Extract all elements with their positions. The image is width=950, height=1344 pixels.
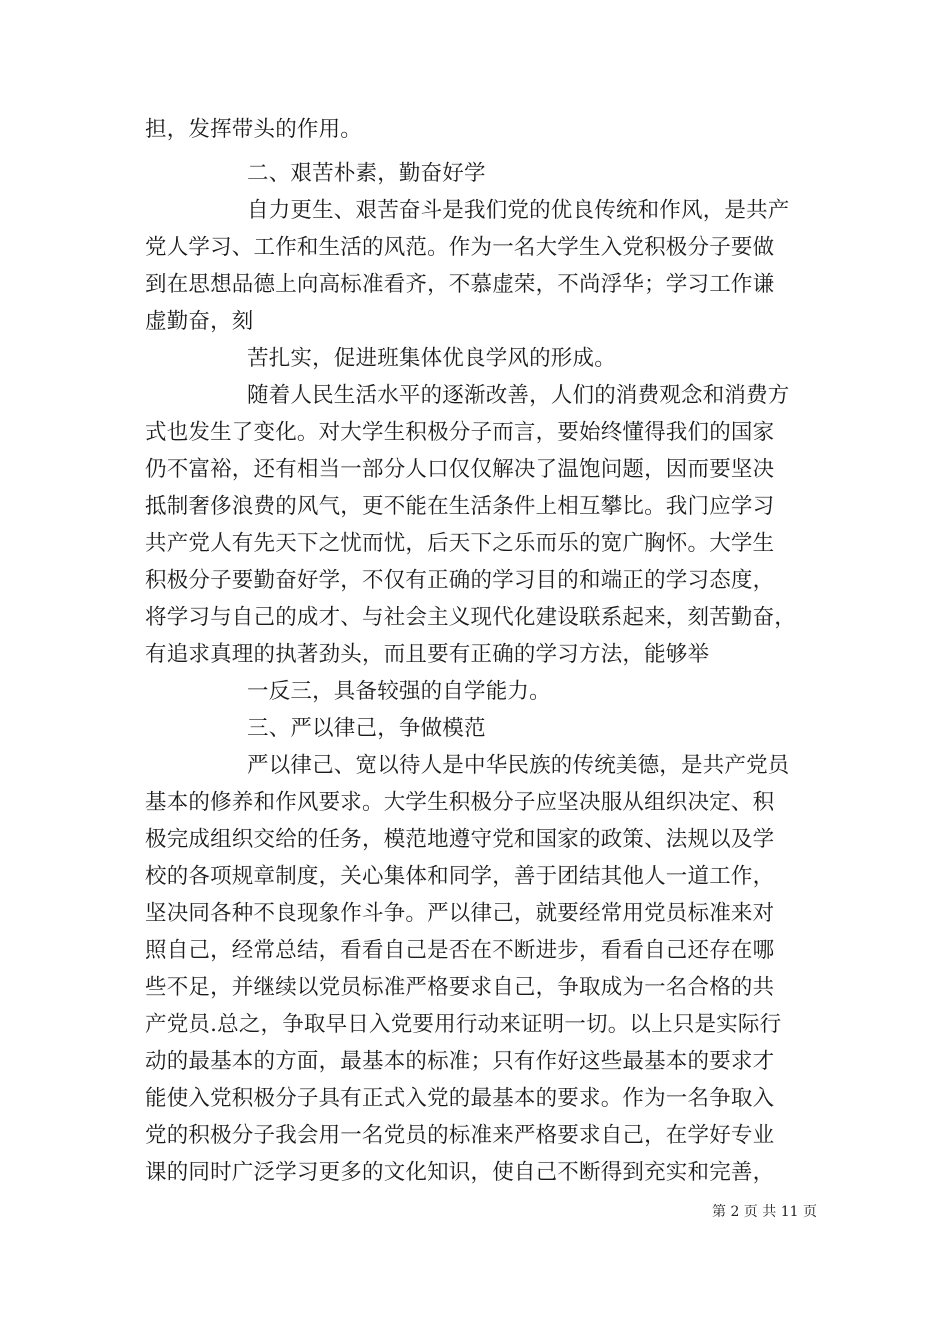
body-text-line: 坚决同各种不良现象作斗争。严以律己，就要经常用党员标准来对 [145, 901, 775, 926]
body-text-line: 积极分子要勤奋好学，不仅有正确的学习目的和端正的学习态度， [145, 568, 775, 593]
body-text-line: 些不足，并继续以党员标准严格要求自己，争取成为一名合格的共 [145, 975, 775, 1000]
body-text-line: 极完成组织交给的任务，模范地遵守党和国家的政策、法规以及学 [145, 827, 775, 852]
body-text-line: 虚勤奋，刻 [145, 309, 254, 334]
body-text-line: 能使入党积极分子具有正式入党的最基本的要求。作为一名争取入 [145, 1086, 775, 1111]
body-text-line: 党的积极分子我会用一名党员的标准来严格要求自己，在学好专业 [145, 1123, 775, 1148]
body-text-line: 将学习与自己的成才、与社会主义现代化建设联系起来，刻苦勤奋， [145, 605, 797, 630]
body-text-line: 照自己，经常总结，看看自己是否在不断进步，看看自己还存在哪 [145, 938, 775, 963]
body-text-line: 仍不富裕，还有相当一部分人口仅仅解决了温饱问题，因而要坚决 [145, 457, 775, 482]
body-text-line: 共产党人有先天下之忧而忧，后天下之乐而乐的宽广胸怀。大学生 [145, 531, 775, 556]
body-text-line: 苦扎实，促进班集体优良学风的形成。 [247, 346, 616, 371]
body-text-line: 到在思想品德上向高标准看齐，不慕虚荣，不尚浮华；学习工作谦 [145, 272, 775, 297]
body-text-line: 一反三，具备较强的自学能力。 [247, 679, 551, 704]
body-text-line: 校的各项规章制度，关心集体和同学，善于团结其他人一道工作， [145, 864, 775, 889]
section-heading-2: 二、艰苦朴素，勤奋好学 [247, 161, 486, 186]
body-text-line: 自力更生、艰苦奋斗是我们党的优良传统和作风，是共产 [247, 198, 790, 223]
body-text-line: 严以律己、宽以待人是中华民族的传统美德，是共产党员 [247, 753, 790, 778]
body-text-line: 课的同时广泛学习更多的文化知识，使自己不断得到充实和完善， [145, 1160, 775, 1185]
body-text-line: 党人学习、工作和生活的风范。作为一名大学生入党积极分子要做 [145, 235, 775, 260]
body-text-line: 有追求真理的执著劲头，而且要有正确的学习方法，能够举 [145, 642, 710, 667]
page-number-footer: 第 2 页 共 11 页 [712, 1204, 817, 1220]
body-text-line: 担，发挥带头的作用。 [145, 117, 363, 142]
body-text-line: 动的最基本的方面，最基本的标准；只有作好这些最基本的要求才 [145, 1049, 775, 1074]
section-heading-3: 三、严以律己，争做模范 [247, 716, 486, 741]
body-text-line: 随着人民生活水平的逐渐改善，人们的消费观念和消费方 [247, 383, 790, 408]
body-text-line: 基本的修养和作风要求。大学生积极分子应坚决服从组织决定、积 [145, 790, 775, 815]
body-text-line: 产党员.总之，争取早日入党要用行动来证明一切。以上只是实际行 [145, 1012, 782, 1037]
body-text-line: 式也发生了变化。对大学生积极分子而言，要始终懂得我们的国家 [145, 420, 775, 445]
body-text-line: 抵制奢侈浪费的风气，更不能在生活条件上相互攀比。我门应学习 [145, 494, 775, 519]
